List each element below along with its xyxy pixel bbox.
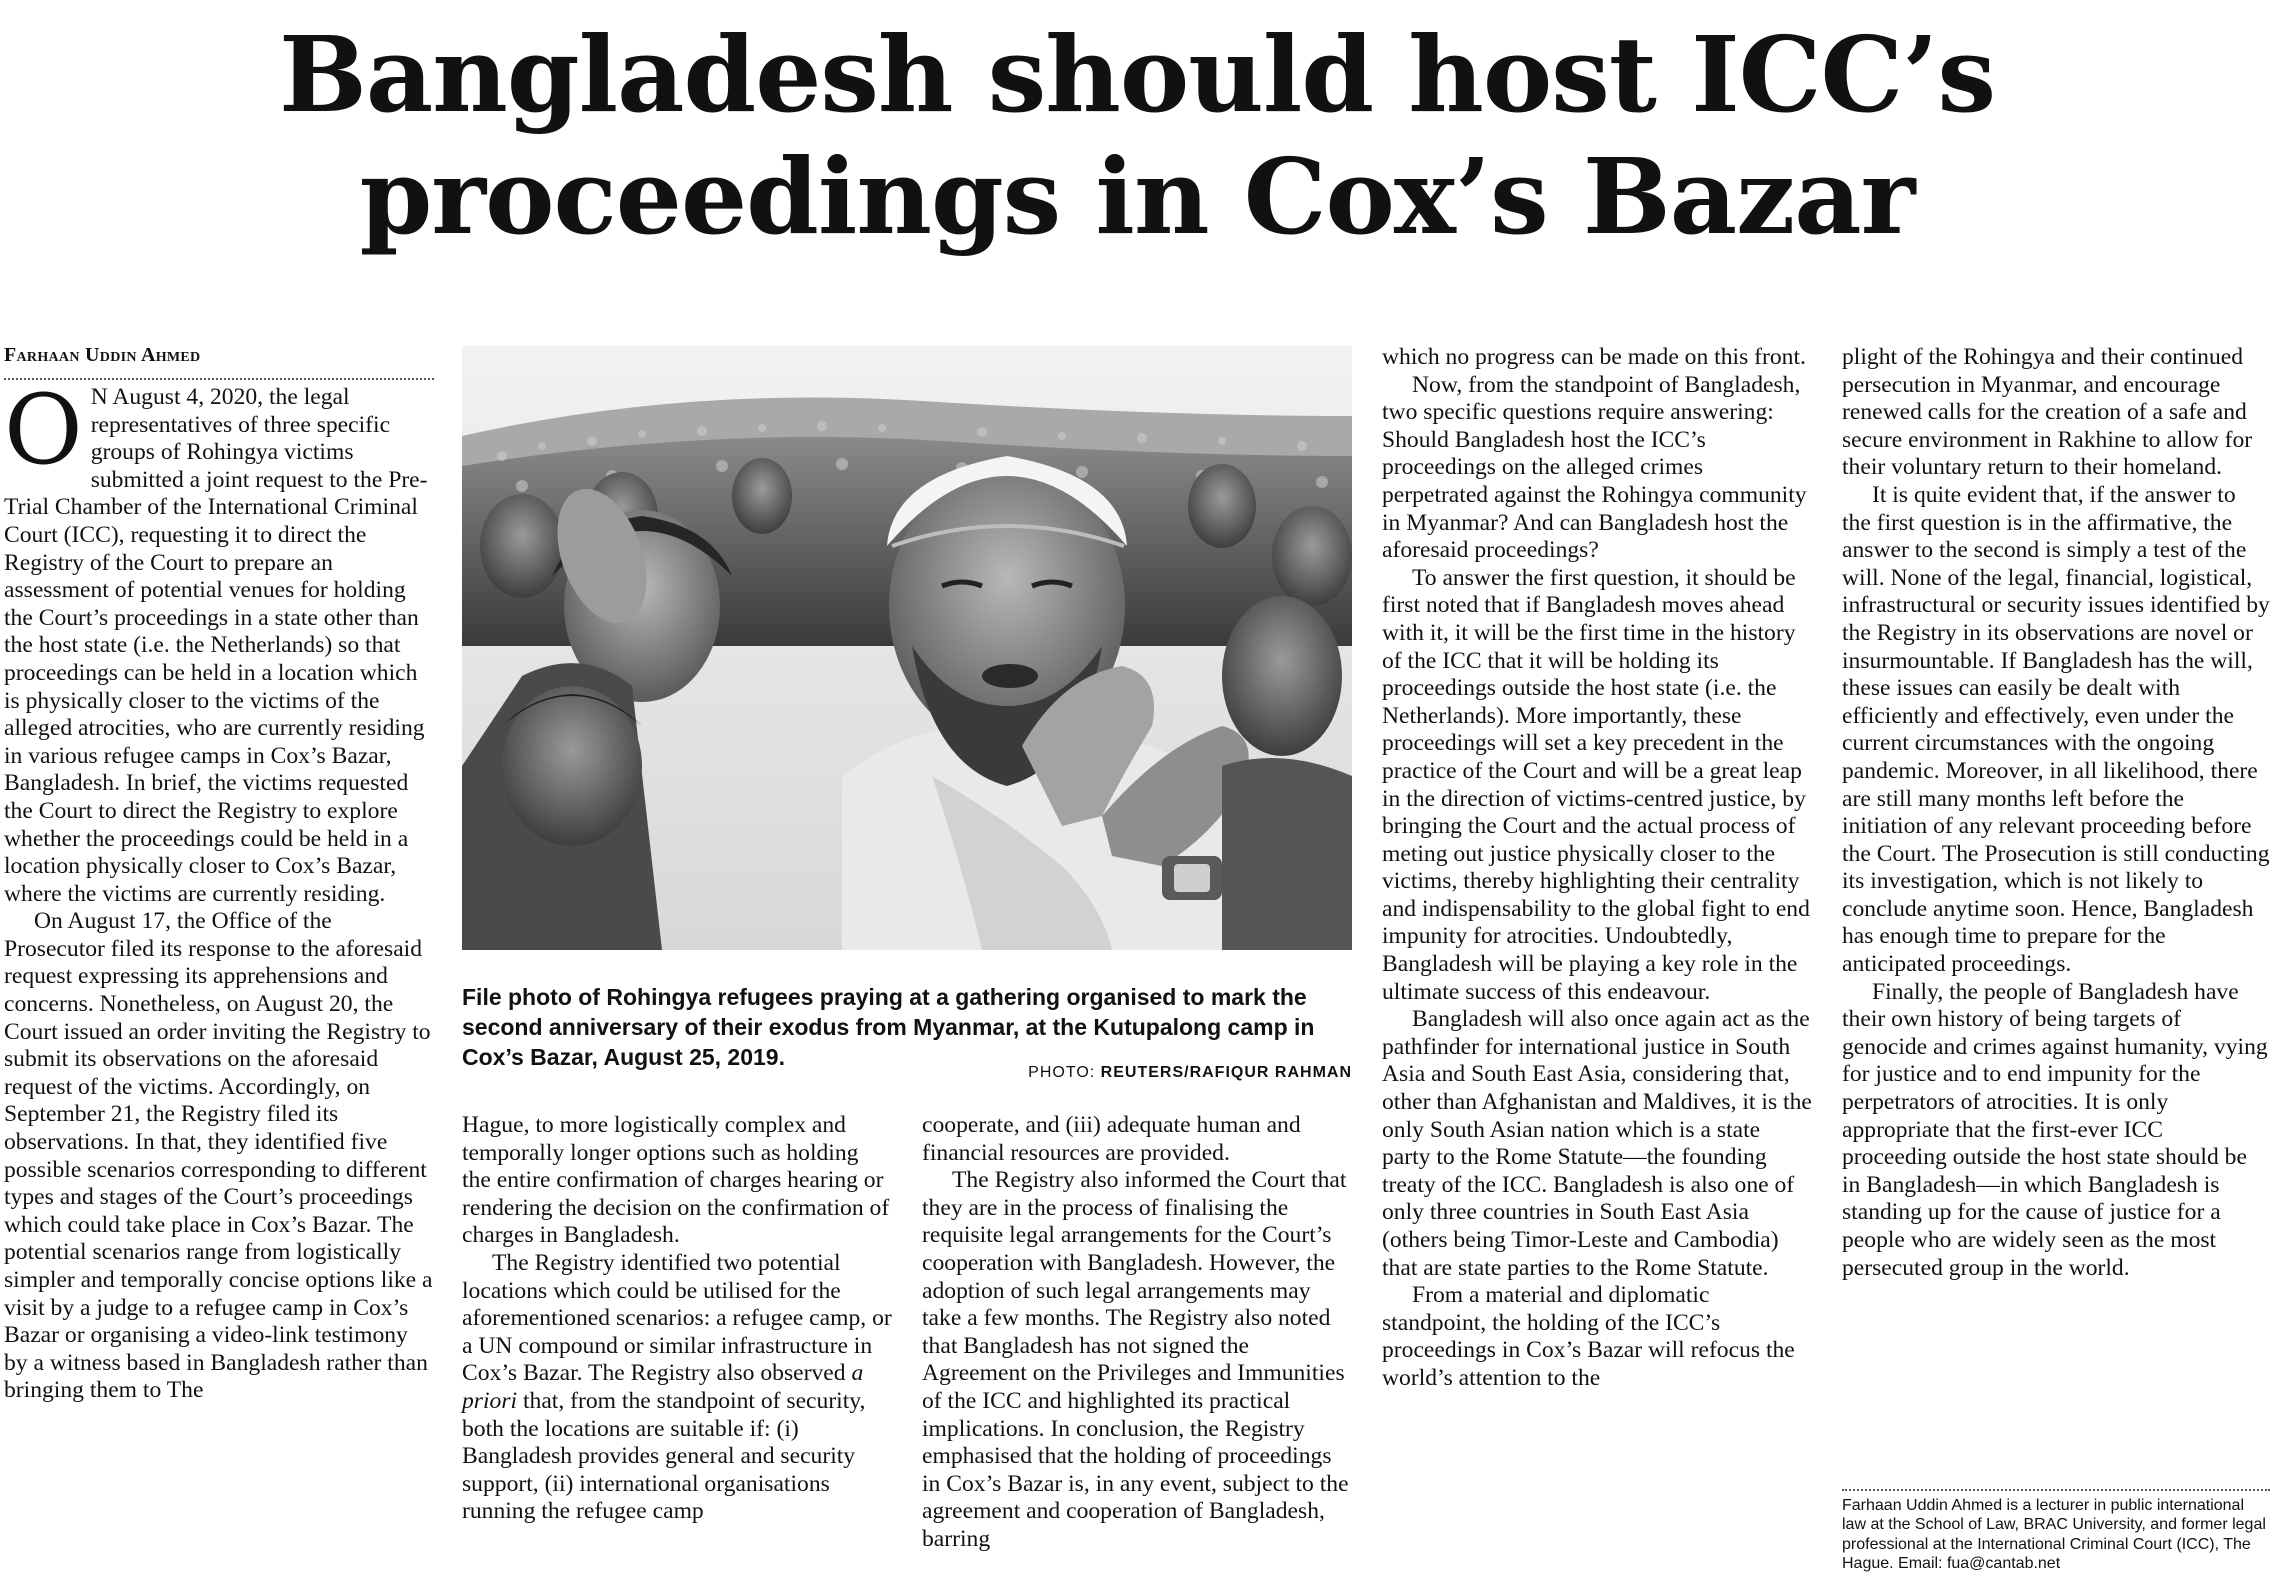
photo-refugees-praying <box>462 346 1352 950</box>
paragraph: The Registry identified two potential locations which could be utilised for the aforementioned scenarios: a refugee camp, or a UN compound or similar infrastructure in Cox’s Bazar. The Registry also observed a priori that, from the standpoint of security, both the locations are suitable if: (i) Bangladesh provides general and security support, (ii) international organisations running the refugee camp <box>462 1249 892 1525</box>
paragraph: cooperate, and (iii) adequate human and financial resources are provided. <box>922 1112 1301 1166</box>
article-column-4 <box>1382 344 1812 1393</box>
headline-line-2: proceedings in Cox’s Bazar <box>359 135 1915 258</box>
article-column-3 <box>922 1112 1352 1554</box>
paragraph: which no progress can be made on this front. <box>1382 344 1806 370</box>
paragraph: O N August 4, 2020, the legal representatives of three specific groups of Rohingya victims submitted a joint request to the Pre-Trial Chamber of the International Criminal Court (ICC), requesting it to direct the Registry of the Court to prepare an assessment of potential venues for holding the Court’s proceedings in a state other than the host state (i.e. the Netherlands) so that proceedings can be held in a location which is physically closer to the victims of the alleged atrocities, who are currently residing in various refugee camps in Cox’s Bazar, Bangladesh. In brief, the victims requested the Court to direct the Registry to explore whether the proceedings could be held in a location physically closer to Cox’s Bazar, where the victims are currently residing. <box>4 374 428 907</box>
author-bio: Farhaan Uddin Ahmed is a lecturer in public international law at the School of Law, BRAC University, and former legal professional at the International Criminal Court (ICC), The Hague. Email: fua@cantab.net <box>1842 1497 2266 1573</box>
paragraph: It is quite evident that, if the answer to the first question is in the affirmative, the answer to the second is simply a test of the will. None of the legal, financial, logistical, infrastructural or security issues identified by the Registry in its observations are novel or insurmountable. If Bangladesh has the will, these issues can easily be dealt with efficiently and effectively, even under the current circumstances with the ongoing pandemic. Moreover, in all likelihood, there are still many months left before the initiation of any relevant proceeding before the Court. The Prosecution is still conducting its investigation, which is not likely to conclude anytime soon. Hence, Bangladesh has enough time to prepare for the anticipated proceedings. <box>1842 481 2270 978</box>
paragraph: To answer the first question, it should be first noted that if Bangladesh moves ahead with it, it will be the first time in the history of the ICC that it will be holding its proceedings outside the host state (i.e. the Netherlands). More importantly, these proceedings will set a key precedent in the practice of the Court and will be a great leap in the direction of victims-centred justice, by bringing the Court and the actual process of meting out justice physically closer to the victims, thereby highlighting their centrality and indispensability to the global fight to end impunity for atrocities. Undoubtedly, Bangladesh will be playing a key role in the ultimate success of this endeavour. <box>1382 564 1810 1005</box>
paragraph: The Registry also informed the Court that they are in the process of finalising the requisite legal arrangements for the Court’s cooperation with Bangladesh. However, the adoption of such legal arrangements may take a few months. The Registry also noted that Bangladesh has not signed the Agreement on the Privileges and Immunities of the ICC and highlighted its practical implications. In conclusion, the Registry emphasised that the holding of proceedings in Cox’s Bazar is, in any event, subject to the agreement and cooperation of Bangladesh, barring <box>922 1167 1349 1552</box>
paragraph: Now, from the standpoint of Bangladesh, two specific questions require answering: Should Bangladesh host the ICC’s proceedings on the alleged crimes perpetrated against the Rohingya community in Myanmar? And can Bangladesh host the aforesaid proceedings? <box>1382 371 1807 564</box>
byline: Farhaan Uddin Ahmed <box>4 344 201 366</box>
bio-divider <box>1842 1489 2270 1491</box>
photo-credit: PHOTO: REUTERS/RAFIQUR RAHMAN <box>1028 1064 1352 1081</box>
paragraph: On August 17, the Office of the Prosecutor filed its response to the aforesaid request expressing its apprehensions and concerns. Nonetheless, on August 20, the Court issued an order inviting the Registry to submit its observations on the aforesaid request of the victims. Accordingly, on September 21, the Registry filed its observations. In that, they identified five possible scenarios corresponding to different types and stages of the Court’s proceedings which could take place in Cox’s Bazar. The potential scenarios range from logistically simpler and temporally concise options like a visit by a judge to a refugee camp in Cox’s Bazar or organising a video-link testimony by a witness based in Bangladesh rather than bringing them to The <box>4 908 433 1404</box>
paragraph: plight of the Rohingya and their continued persecution in Myanmar, and encourage renewed calls for the creation of a safe and secure environment in Rakhine to allow for their voluntary return to their homeland. <box>1842 344 2253 481</box>
article-column-1 <box>4 374 434 1405</box>
headline-line-1: Bangladesh should host ICC’s <box>278 13 1996 136</box>
paragraph: From a material and diplomatic standpoint, the holding of the ICC’s proceedings in Cox’s Bazar will refocus the world’s attention to the <box>1382 1282 1795 1391</box>
headline <box>0 14 2274 258</box>
paragraph: Hague, to more logistically complex and temporally longer options such as holding the entire confirmation of charges hearing or rendering the decision on the confirmation of charges in Bangladesh. <box>462 1112 890 1249</box>
article-photo <box>462 346 1352 950</box>
article-column-5 <box>1842 344 2270 1282</box>
photo-caption: File photo of Rohingya refugees praying at a gathering organised to mark the second anniversary of their exodus from Myanmar, at the Kutupalong camp in Cox’s Bazar, August 25, 2019. <box>462 984 1315 1070</box>
paragraph: Finally, the people of Bangladesh have their own history of being targets of genocide and crimes against humanity, vying for justice and to end impunity for the perpetrators of atrocities. It is only appropriate that the first-ever ICC proceeding outside the host state should be in Bangladesh—in which Bangladesh is standing up for the cause of justice for a people who are widely seen as the most persecuted group in the world. <box>1842 978 2268 1281</box>
paragraph: Bangladesh will also once again act as the pathfinder for international justice in South Asia and South East Asia, considering that, other than Afghanistan and Maldives, it is the only South Asian nation which is a state party to the Rome Statute—the founding treaty of the ICC. Bangladesh is also one of only three countries in South East Asia (others being Timor-Leste and Cambodia) that are state parties to the Rome Statute. <box>1382 1006 1812 1281</box>
drop-cap: O <box>4 374 83 486</box>
article-column-2 <box>462 1112 892 1526</box>
